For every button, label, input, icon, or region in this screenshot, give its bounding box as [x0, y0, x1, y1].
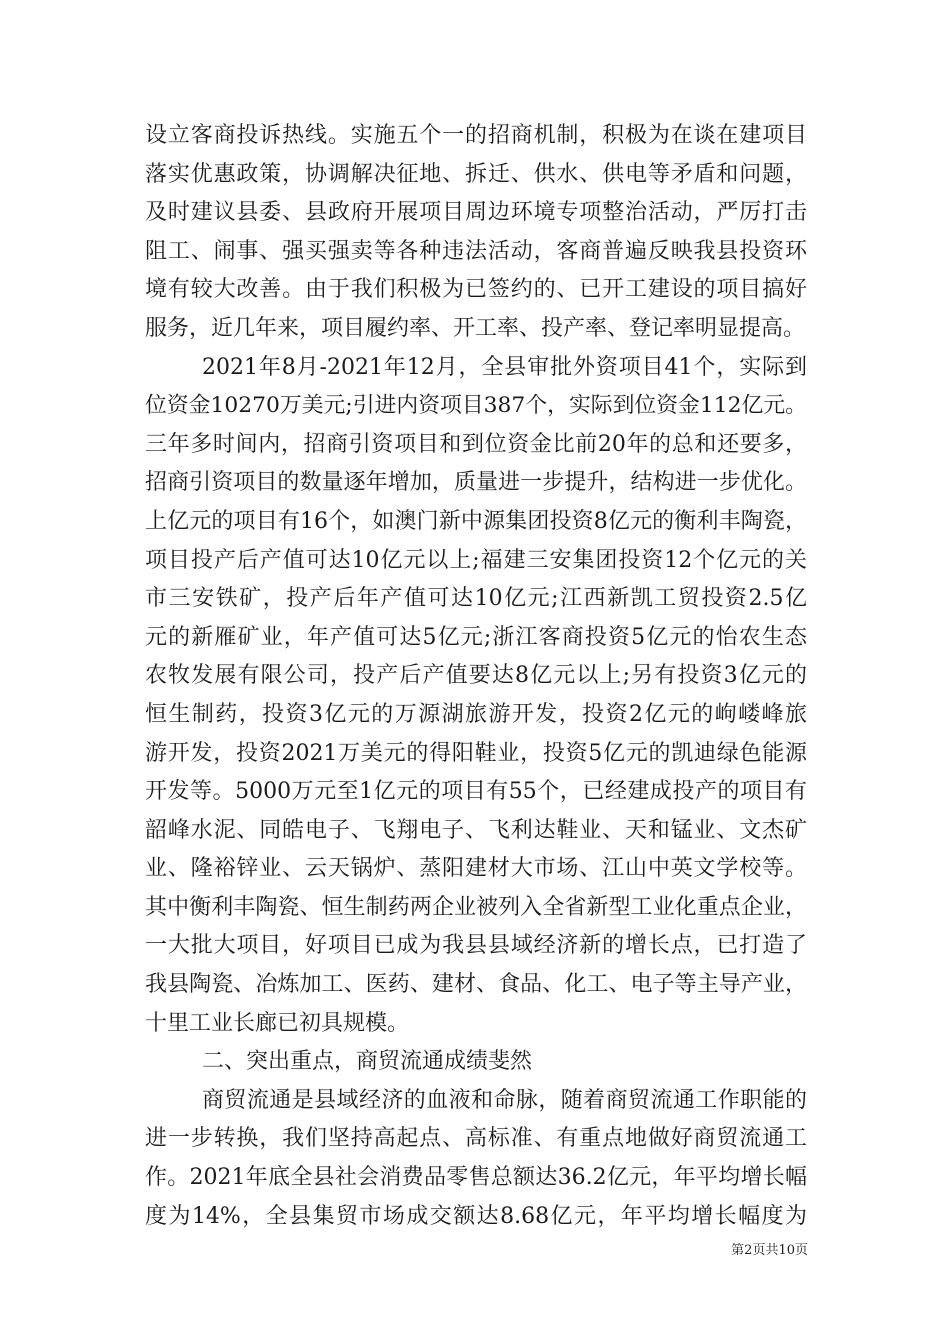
- text-line: 位资金10270万美元;引进内资项目387个，实际到位资金112亿元。: [145, 393, 807, 419]
- text-line: 商贸流通是县域经济的血液和命脉，随着商贸流通工作职能的: [202, 1087, 807, 1113]
- text-line: 元的新雁矿业，年产值可达5亿元;浙江客商投资5亿元的怡农生态: [145, 624, 807, 650]
- text-line: 服务，近几年来，项目履约率、开工率、投产率、登记率明显提高。: [145, 315, 806, 341]
- document-body: [145, 117, 807, 1236]
- text-line: 一大批大项目，好项目已成为我县县域经济新的增长点，已打造了: [145, 933, 807, 959]
- text-line: 度为14%，全县集贸市场成交额达8.68亿元，年平均增长幅度为: [145, 1203, 807, 1229]
- text-line: 三年多时间内，招商引资项目和到位资金比前20年的总和还要多，: [145, 431, 807, 457]
- text-line: 二、突出重点，商贸流通成绩斐然: [202, 1049, 533, 1075]
- text-line: 2021年8月-2021年12月，全县审批外资项目41个，实际到: [202, 354, 807, 380]
- page-number: 第2页共10页: [731, 1243, 808, 1258]
- text-line: 阻工、闹事、强买强卖等各种违法活动，客商普遍反映我县投资环: [145, 238, 807, 264]
- text-line: 其中衡利丰陶瓷、恒生制药两企业被列入全省新型工业化重点企业，: [145, 894, 807, 920]
- text-line: 开发等。5000万元至1亿元的项目有55个，已经建成投产的项目有: [145, 779, 807, 805]
- text-line: 游开发，投资2021万美元的得阳鞋业，投资5亿元的凯迪绿色能源: [145, 740, 807, 766]
- text-line: 十里工业长廊已初具规模。: [145, 1010, 410, 1036]
- text-line: 及时建议县委、县政府开展项目周边环境专项整治活动，严厉打击: [145, 200, 807, 226]
- text-line: 韶峰水泥、同皓电子、飞翔电子、飞利达鞋业、天和锰业、文杰矿: [145, 817, 807, 843]
- text-line: 我县陶瓷、冶炼加工、医药、建材、食品、化工、电子等主导产业，: [145, 972, 807, 998]
- text-line: 招商引资项目的数量逐年增加，质量进一步提升，结构进一步优化。: [145, 470, 807, 496]
- text-line: 上亿元的项目有16个，如澳门新中源集团投资8亿元的衡利丰陶瓷，: [145, 508, 807, 534]
- text-line: 进一步转换，我们坚持高起点、高标准、有重点地做好商贸流通工: [145, 1126, 807, 1152]
- text-line: 项目投产后产值可达10亿元以上;福建三安集团投资12个亿元的关: [145, 547, 807, 573]
- text-line: 作。2021年底全县社会消费品零售总额达36.2亿元，年平均增长幅: [145, 1165, 807, 1191]
- text-line: 落实优惠政策，协调解决征地、拆迁、供水、供电等矛盾和问题，: [145, 161, 807, 187]
- text-line: 市三安铁矿，投产后年产值可达10亿元;江西新凯工贸投资2.5亿: [145, 586, 807, 612]
- text-line: 业、隆裕锌业、云天锅炉、蒸阳建材大市场、江山中英文学校等。: [145, 856, 807, 882]
- text-line: 设立客商投诉热线。实施五个一的招商机制，积极为在谈在建项目: [145, 123, 807, 148]
- text-line: 农牧发展有限公司，投产后产值要达8亿元以上;另有投资3亿元的: [145, 663, 807, 689]
- text-line: 恒生制药，投资3亿元的万源湖旅游开发，投资2亿元的岣嵝峰旅: [145, 701, 807, 727]
- text-line: 境有较大改善。由于我们积极为已签约的、已开工建设的项目搞好: [145, 277, 807, 303]
